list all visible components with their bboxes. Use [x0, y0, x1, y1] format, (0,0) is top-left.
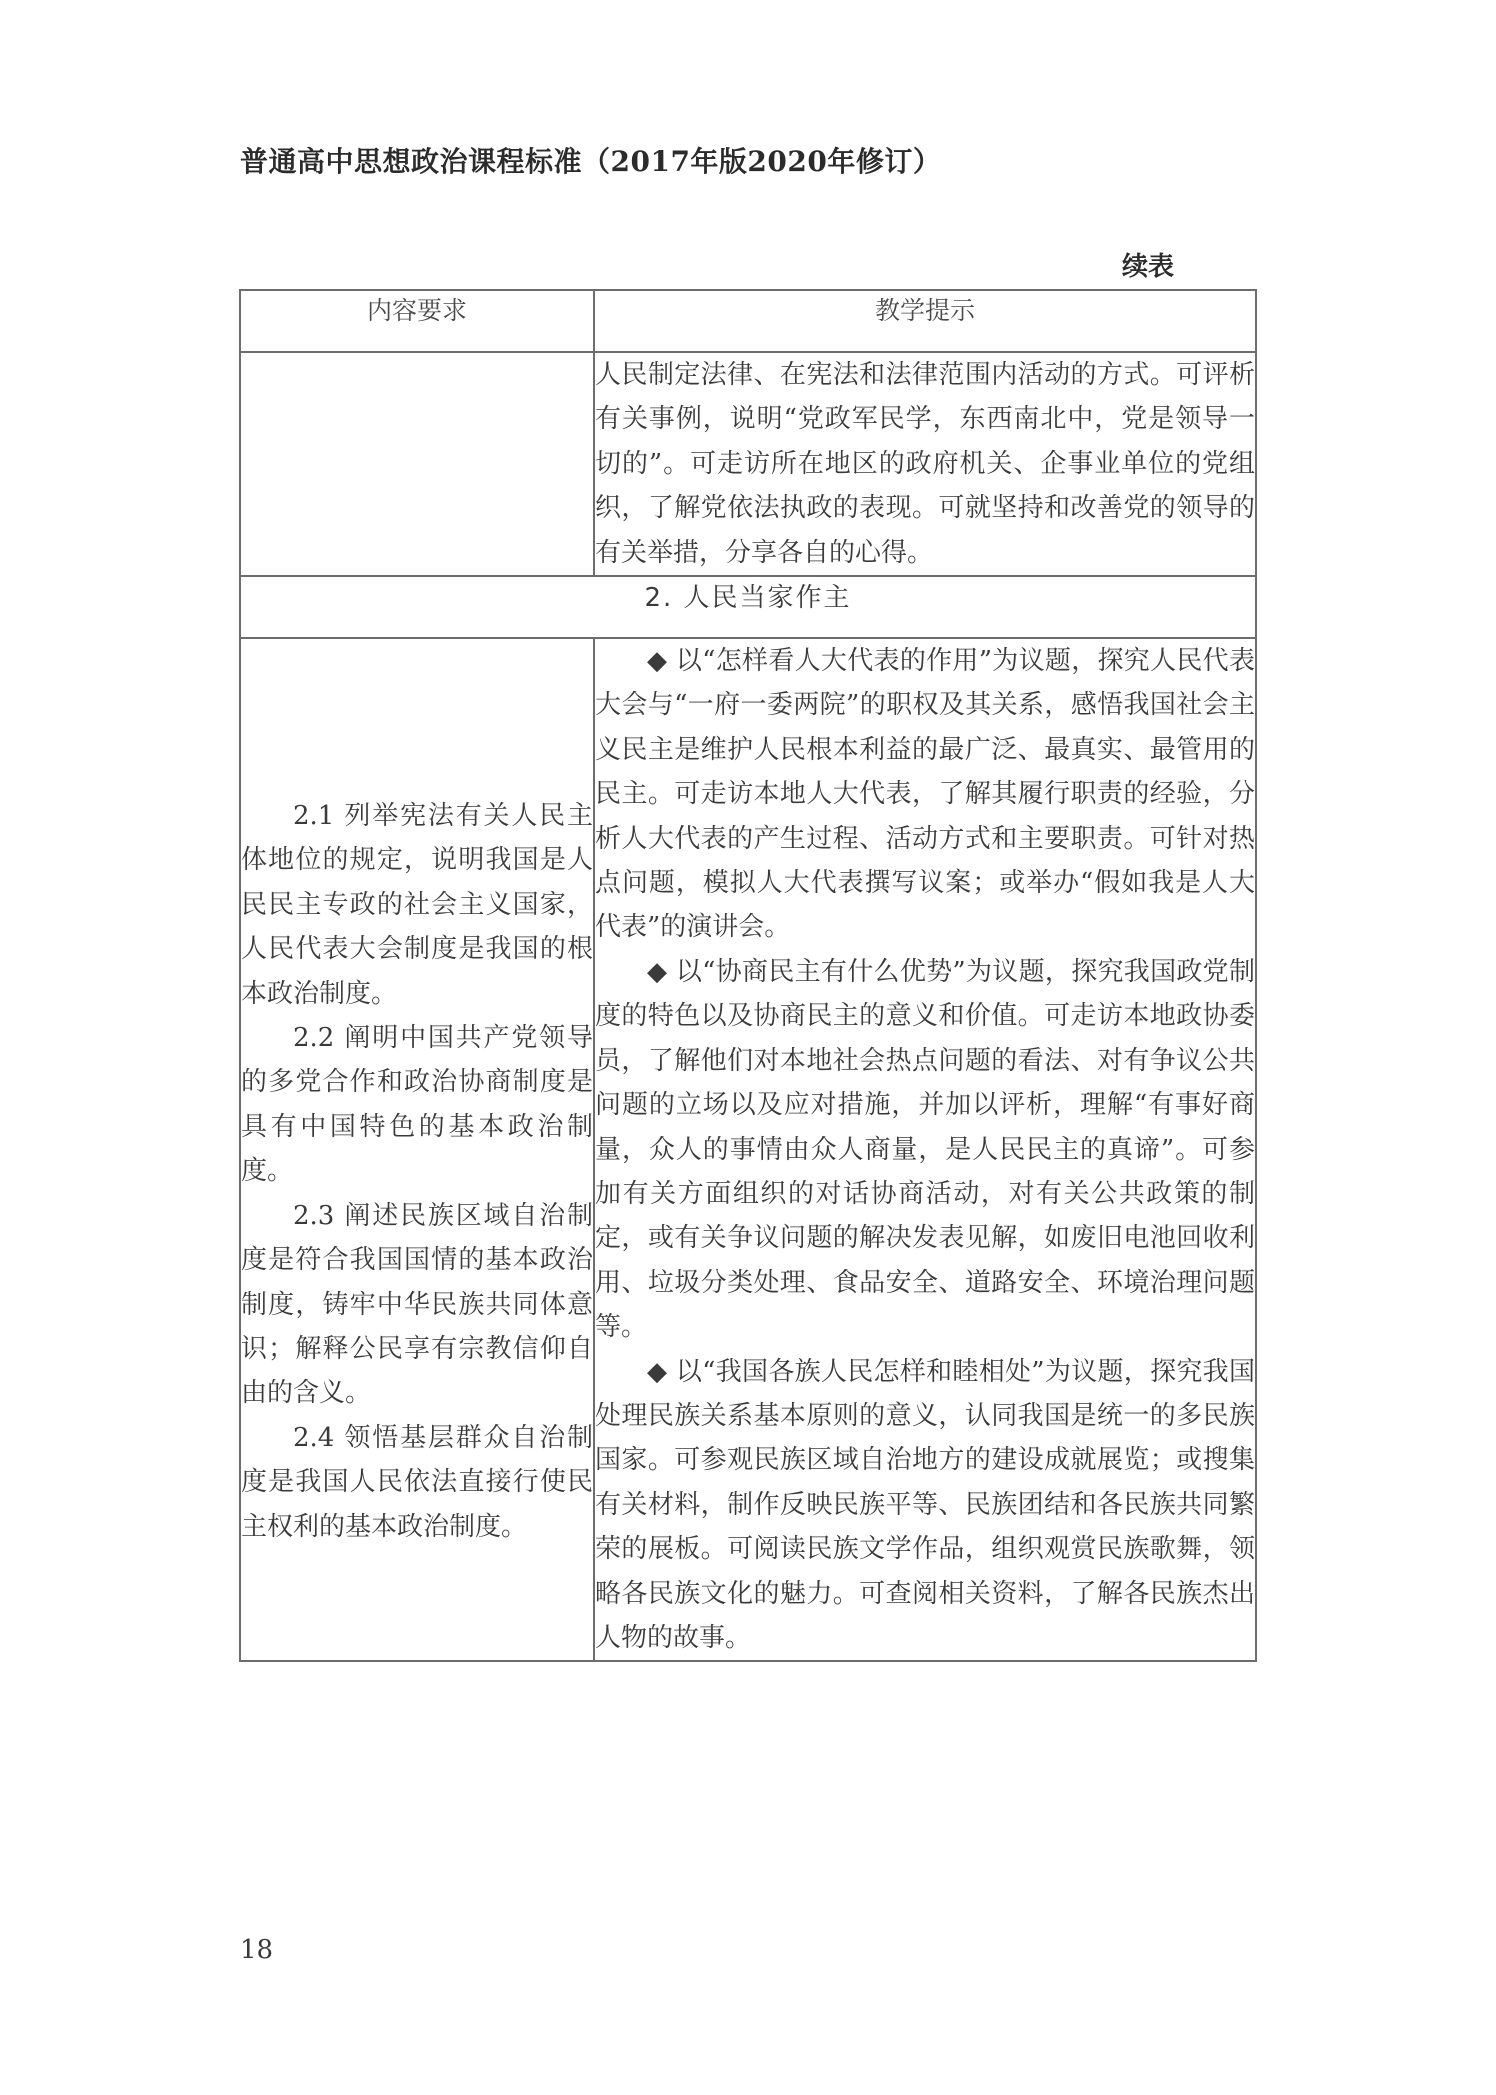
table-row — [240, 352, 1256, 576]
teaching-tip-consultative-democracy: ◆ 以“协商民主有什么优势”为议题，探究我国政党制度的特色以及协商民主的意义和价值。可走访本地政协委员，了解他们对本地社会热点问题的看法、对有争议公共问题的立场以及应对措施，并加以评析，理解“有事好商量，众人的事情由众人商量，是人民民主的真谛”。可参加有关方面组织的对话协商活动，对有关公共政策的制定，或有关争议问题的解决发表见解，如废旧电池回收利用、垃圾分类处理、食品安全、道路安全、环境治理问题等。 — [595, 956, 1255, 1343]
teaching-tip-ethnic-harmony: ◆ 以“我国各族人民怎样和睦相处”为议题，探究我国处理民族关系基本原则的意义，认同我国是统一的多民族国家。可参观民族区域自治地方的建设成就展览；或搜集有关材料，制作反映民族平等、民族团结和各民族共同繁荣的展板。可阅读民族文学作品，组织观赏民族歌舞，领略各民族文化的魅力。可查阅相关资料，了解各民族杰出人物的故事。 — [595, 1356, 1255, 1653]
table-continuation-label: 续表 — [1122, 252, 1175, 282]
content-requirement-2-1: 2.1 列举宪法有关人民主体地位的规定，说明我国是人民民主专政的社会主义国家，人民代表大会制度是我国的根本政治制度。 — [241, 801, 593, 1009]
teaching-tip-npc-deputies: ◆ 以“怎样看人大代表的作用”为议题，探究人民代表大会与“一府一委两院”的职权及其关系，感悟我国社会主义民主是维护人民根本利益的最广泛、最真实、最管用的民主。可走访本地人大代表，了解其履行职责的经验，分析人大代表的产生过程、活动方式和主要职责。可针对热点问题，模拟人大代表撰写议案；或举办“假如我是人大代表”的演讲会。 — [595, 646, 1255, 943]
table-row — [240, 638, 1256, 1661]
row2-right-cell — [594, 638, 1256, 1661]
section-title: 2. 人民当家作主 — [240, 576, 1256, 638]
content-requirement-2-2: 2.2 阐明中国共产党领导的多党合作和政治协商制度是具有中国特色的基本政治制度。 — [241, 1023, 593, 1187]
section-row — [240, 576, 1256, 638]
column-header-content-requirements: 内容要求 — [240, 290, 594, 352]
column-header-teaching-tips: 教学提示 — [594, 290, 1256, 352]
content-table — [239, 289, 1257, 1662]
content-requirement-2-4: 2.4 领悟基层群众自治制度是我国人民依法直接行使民主权利的基本政治制度。 — [241, 1422, 593, 1542]
left-cell-spacer — [241, 639, 593, 794]
content-requirement-2-3: 2.3 阐述民族区域自治制度是符合我国国情的基本政治制度，铸牢中华民族共同体意识；解释公民享有宗教信仰自由的含义。 — [241, 1200, 593, 1409]
row1-right-cell — [594, 352, 1256, 576]
page-number: 18 — [240, 1935, 274, 1965]
row1-right-text: 人民制定法律、在宪法和法律范围内活动的方式。可评析有关事例，说明“党政军民学，东西南北中，党是领导一切的”。可走访所在地区的政府机关、企事业单位的党组织，了解党依法执政的表现。可就坚持和改善党的领导的有关举措，分享各自的心得。 — [595, 360, 1255, 568]
table-header-row — [240, 290, 1256, 352]
row1-left-cell — [240, 352, 594, 576]
row2-left-cell — [240, 638, 594, 1661]
running-header-title: 普通高中思想政治课程标准（2017年版2020年修订） — [240, 145, 942, 178]
